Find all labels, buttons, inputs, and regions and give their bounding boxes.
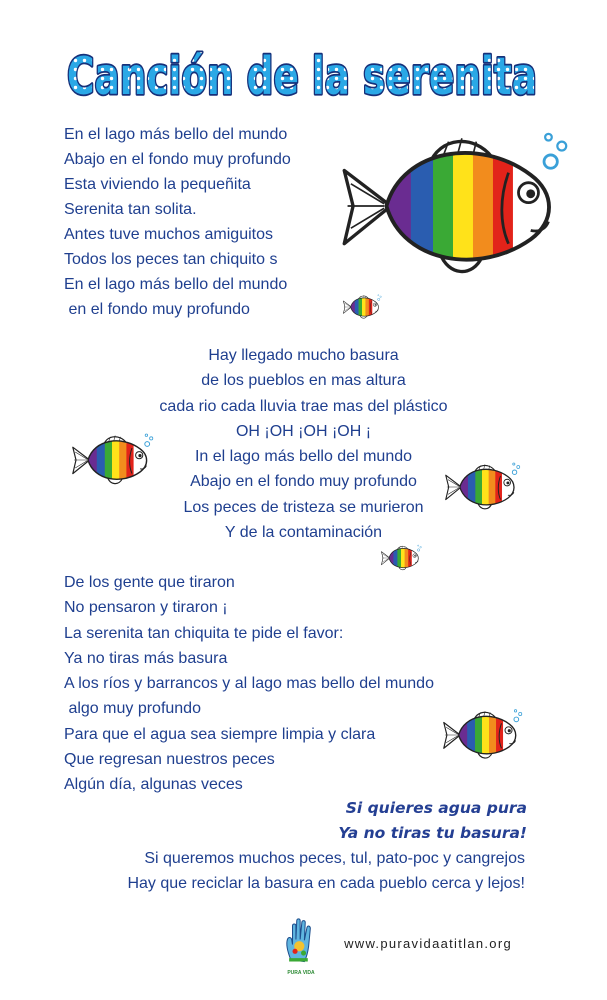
rainbow-fish-icon: [343, 292, 381, 322]
lyric-line: Hay llegado mucho basura: [208, 347, 399, 364]
lyric-line: A los ríos y barrancos y al lago mas bello del mundo: [64, 675, 434, 693]
song-title-art: [62, 38, 542, 110]
slogans: [338, 796, 527, 846]
lyric-line: de los pueblos en mas altura: [201, 372, 406, 390]
rainbow-fish-icon: [443, 703, 521, 767]
lyric-line: Esta viviendo la pequeñita: [64, 176, 251, 193]
lyric-line: No pensaron y tiraron ¡: [64, 599, 228, 617]
lyric-line: Ya no tiras más basura: [64, 649, 228, 667]
rainbow-fish-medium: [443, 703, 521, 767]
closing-line: Si queremos muchos peces, tul, pato-poc y cangrejos: [144, 850, 525, 867]
lyric-line: en el fondo muy profundo: [64, 301, 250, 318]
lyric-line: En el lago más bello del mundo: [64, 126, 288, 143]
lyric-line: Que regresan nuestros peces: [64, 751, 275, 769]
lyric-line: algo muy profundo: [64, 700, 201, 718]
lyric-line: In el lago más bello del mundo: [194, 448, 413, 466]
lyric-line: Los peces de tristeza se murieron: [183, 498, 424, 516]
rainbow-fish-icon: [72, 428, 152, 492]
slogan-line: Si quieres agua pura: [345, 799, 527, 817]
lyric-line: En el lago más bello del mundo: [64, 276, 288, 293]
lyric-line: Abajo en el fondo muy profundo: [190, 473, 417, 491]
closing-line: Hay que reciclar la basura en cada pueblo cerca y lejos!: [127, 875, 525, 892]
verse-3: [64, 570, 434, 798]
rainbow-fish-medium: [445, 458, 519, 516]
song-title-text: Canción de la serenita: [67, 47, 537, 107]
lyric-line: Abajo en el fondo muy profundo: [64, 151, 291, 168]
rainbow-fish-medium: [72, 428, 152, 492]
rainbow-fish-small: [343, 292, 381, 322]
song-title: [62, 38, 542, 110]
slogan-line: Ya no tiras tu basura!: [338, 824, 527, 842]
lyric-line: La serenita tan chiquita te pide el favor:: [64, 624, 344, 642]
lyric-line: Algún día, algunas veces: [64, 776, 243, 794]
rainbow-fish-small: [381, 542, 421, 574]
lyric-line: Antes tuve muchos amiguitos: [64, 226, 273, 243]
lyric-line: cada rio cada lluvia trae mas del plástico: [159, 397, 448, 415]
lyric-line: Y de la contaminación: [224, 524, 383, 542]
rainbow-fish-icon: [381, 542, 421, 574]
rainbow-fish-icon: [342, 127, 564, 285]
closing-lines: [127, 846, 525, 896]
lyric-line: Para que el agua sea siempre limpia y clara: [64, 725, 376, 743]
lyric-line: Serenita tan solita.: [64, 201, 197, 218]
rainbow-fish-icon: [445, 458, 519, 516]
website-url: www.puravidaatitlan.org: [344, 936, 512, 951]
logo-text: PURA VIDA: [287, 970, 315, 976]
verse-1: [64, 122, 291, 322]
hand-logo-icon: [279, 914, 323, 970]
lyric-line: OH ¡OH ¡OH ¡OH ¡: [235, 422, 372, 440]
lyric-line: De los gente que tiraron: [64, 574, 235, 591]
lyric-line: Todos los peces tan chiquito s: [64, 251, 278, 268]
rainbow-fish-large: [342, 127, 564, 285]
pura-vida-logo: [279, 914, 323, 980]
